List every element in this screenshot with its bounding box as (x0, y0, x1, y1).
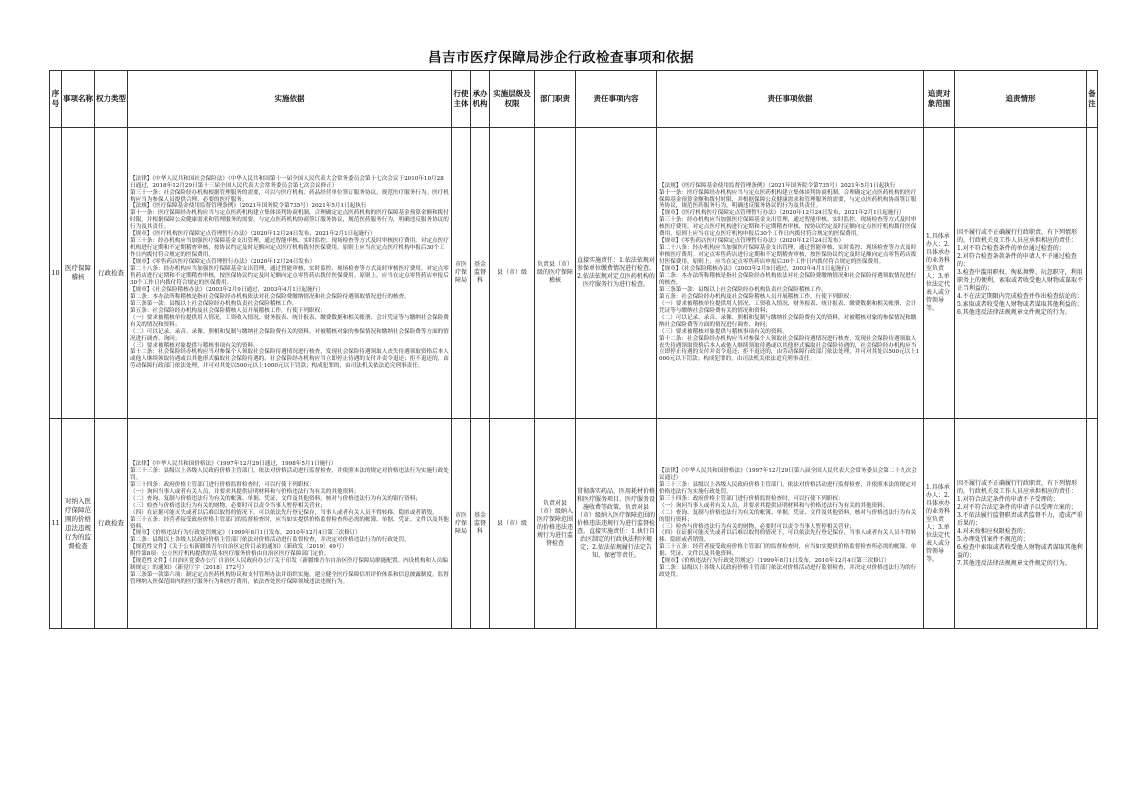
situation-line: 因不履行或不正确履行行政职责，有下列情形的，行政机关及工作人员应承担相应的责任： (957, 229, 1078, 244)
header-target-scope: 追责对象范围 (924, 71, 955, 128)
situation-line: 6.检查中索取或者收受他人财物或者谋取其他利益的； (957, 543, 1083, 559)
basis-line: 【法规】《医疗保障基金使用监督管理条例》（2021年国务院令第735号）2021年5月1日起执行 (130, 203, 367, 210)
header-subject: 行使主体 (452, 71, 471, 128)
inspection-table (49, 70, 1098, 629)
row-seq: 10 (50, 128, 62, 419)
basis-line: 第三十一条：社会保险经办机构根据管理服务的需要，可以与医疗机构、药品经营单位签订服务协议，规范医疗服务行为。医疗机构应当为参保人员提供合理、必要的医疗服务。 (130, 189, 449, 203)
row-resp-basis (657, 419, 924, 629)
resp-basis-line: 第二条：本办法所称稽核是指社会保险经办机构依法对社会保险费缴纳情况和社会保险待遇领取情况进行的核查。 (659, 273, 917, 286)
basis-line: 第三十条：经办机构应当加强医疗保障基金支出管理，通过智能审核、实时监控、现场检查等方式及时审核医疗费用。对定点医疗机构进行定期和不定期稽查审核，按协议约定及时足额向定点医疗机构拨付医保费用，原则上应当在定点医疗机构申报后30个工作日内拨付符合规定的医保费用。 (130, 238, 449, 259)
basis-line: （二）可以记录、录音、录像、照相和复制与缴纳社会保险费有关的资料，对被稽核对象的参保情况和缴纳社会保险费等方面的情况进行调查、询问； (130, 328, 449, 342)
header-item-name: 事项名称 (62, 71, 95, 128)
situation-line: 2.对不符合法定条件的申请予以受理立案的； (957, 503, 1077, 511)
row-org: 基金监督科 (471, 128, 490, 419)
row-power-type: 行政检查 (95, 128, 128, 419)
basis-line: 第二条：县级以上各级人民政府价格主管部门依法对价格活动进行监督检查，并决定对价格违法行为的行政处罚。 (130, 537, 410, 544)
resp-basis-line: （一）询问当事人或者有关人员，并要求其提供证明材料和与价格违法行为有关的其他资料； (659, 502, 889, 509)
basis-line: 第三十四条：政府价格主管部门进行价格监督检查时，可以行使下列职权： (130, 481, 315, 488)
page-title: 昌吉市医疗保障局涉企行政检查事项和依据 (428, 50, 694, 66)
basis-line: 第三条第一款第六项：制定定点医药机构协议和支付管理办法并组织实施，建立健全医疗保障信用评价体系和信息披露制度，监督管理纳入医保范围内的医疗服务行为和医疗费用，依法查处医疗保障领域违法违规行为。 (130, 572, 449, 586)
resp-basis-line: 第十一条：医疗保障经办机构应当与定点医药机构建立集体谈判协商机制，合理确定定点医药机构的医疗保障基金预算金额和拨付时限，并根据保障公众健康需求和管理服务的需要，与定点医药机构协商签订服务协议，规范医药服务行为，明确违反服务协议的行为及其责任。 (659, 189, 917, 210)
basis-line: 第二条：本办法所称稽核是指社会保险经办机构依法对社会保险费缴纳情况和社会保险待遇领取情况进行的核查。 (130, 293, 410, 300)
basis-line: 【规章】《零售药店医疗保障定点管理暂行办法》（2020年12月24日发布） (130, 259, 316, 266)
row-basis (128, 419, 452, 629)
header-resp-basis: 责任事项依据 (657, 71, 924, 128)
resp-basis-line: 【规章】《价格违法行为行政处罚规定》（1999年8月1日发布，2010年12月4日第三次修订） (659, 558, 890, 565)
row-basis (128, 128, 452, 419)
row-dept-duty: 负责对县（市）级纳入医疗保障范围的价格违法违规行为进行监督检查 (535, 419, 576, 629)
row-power-type: 行政检查 (95, 419, 128, 629)
header-org: 承办机构 (471, 71, 490, 128)
header-basis: 实施依据 (128, 71, 452, 128)
basis-line: 第五条：社会保险经办机构及社会保险稽核人员开展稽核工作，行使下列职权： (130, 307, 326, 314)
resp-basis-line: 【规章】《零售药店医疗保障定点管理暂行办法》（2020年12月24日发布） (659, 238, 845, 245)
basis-line: 第三条第一款：县级以上社会保险经办机构负责社会保险稽核工作。 (130, 300, 298, 307)
resp-basis-line: 【规章】《医疗机构医疗保障定点管理暂行办法》（2020年12月24日发布，2021年2月1日起施行） (659, 210, 905, 217)
situation-line: 3.检查中滥用职权、徇私舞弊、玩忽职守，利用职务上的便利，索取或者收受他人财物或谋取不正当利益的； (957, 269, 1084, 292)
resp-basis-line: 第二条：县级以上各级人民政府价格主管部门依法对价格活动进行监督检查，并决定对价格违法行为的行政处罚。 (659, 565, 917, 579)
basis-line: （三）检查与价格违法行为有关的财物，必要时可以责令当事人暂停相关营业； (130, 502, 326, 509)
basis-line: 【规范性文件】《自治区党委办公厅 自治区人民政府办公厅关于印发〈新疆维吾尔自治区医疗保障局职能配置、内设机构和人员编制规定〉的通知》（新党厅字〔2018〕172号） (130, 558, 448, 572)
row-resp-content: 直接实施责任：1.依法依规对参保单位缴费情况进行检查。2.依法依规对定点医药机构的医疗服务行为进行检查。 (576, 128, 657, 419)
resp-basis-line: 【法规】《医疗保障基金使用监督管理条例》（2021年国务院令第735号）2021年5月1日起执行 (659, 182, 896, 189)
row-remark (1087, 419, 1098, 629)
row-target-scope: 1.具体承办人；2.具体承办的业务科室负责人；3.单位法定代表人或分管领导等。 (924, 419, 955, 629)
basis-line: 【规章】《医疗机构医疗保障定点管理暂行办法》（2020年12月24日发布，2021年2月1日起施行） (130, 231, 376, 238)
row-resp-basis (657, 128, 924, 419)
situation-line: 6.其他违反法律法规规章文件规定的行为。 (957, 309, 1071, 316)
row-item-name: 对纳入医疗保障范围的价格违法违规行为的监督检查 (62, 419, 95, 629)
situation-line: 因不履行或不正确履行行政职责，有下列情形的，行政机关及工作人员应承担相应的责任： (957, 479, 1078, 495)
resp-basis-line: （二）可以记录、录音、录像、照相和复制与缴纳社会保险费有关的资料，对被稽核对象的参保情况和缴纳社会保险费等方面的情况进行调查、询问； (659, 314, 917, 328)
table-row (50, 128, 1098, 419)
row-situation (955, 128, 1087, 419)
basis-line: （二）查询、复制与价格违法行为有关的帐簿、单据、凭证、文件及其他资料，核对与价格违法行为有关的银行资料； (130, 495, 421, 502)
row-target-scope: 1.具体承办人；2.具体承办的业务科室负责人；3.单位法定代表人或分管领导等。 (924, 128, 955, 419)
situation-line: 3.不依法履行监督职责或者监督不力，造成严重后果的； (957, 511, 1083, 527)
header-remark: 备注 (1087, 71, 1098, 128)
basis-line: 第二十八条：经办机构应当加强医疗保障基金支出管理，通过智能审核、实时监控、现场检查等方式及时审核医疗费用。对定点零售药店进行定期和不定期稽查审核，按医保协议约定及时足额向定点零售药店拨付医保费用。原则上，应当在定点零售药店申报后30个工作日内拨付符合规定的医保费用。 (130, 266, 449, 286)
resp-basis-line: 第十二条：社会保险经办机构应当对参保个人领取社会保险待遇情况进行核查，发现社会保险待遇领取人丧失待遇领取资格后本人或他人继续领取待遇或以其他形式骗取社会保险待遇的，社会保险经办机构应当立即停止待遇的支付并责令退还；拒不退还的，由劳动保障行政部门依法处理，并可对其处以500元以上1000元以下罚款；构成犯罪的，由司法机关依法追究刑事责任。 (659, 335, 920, 363)
resp-basis-line: （一）要求被稽核单位提供用人情况、工资收入情况、财务报表、统计报表、缴费数据和相关帐册、会计凭证等与缴纳社会保险费有关的情况和资料； (659, 300, 917, 314)
situation-line: 4.对未按相应权限检查的； (957, 527, 1029, 535)
row-subject: 市医疗保障局 (452, 419, 471, 629)
situation-line: 5.办理处罚案件不规范的； (957, 535, 1029, 543)
basis-line: 【规章】《价格违法行为行政处罚规定》（1999年8月1日发布，2010年12月4日第三次修订） (130, 530, 361, 537)
basis-line: （三）要求被稽核对象提供与稽核事项有关的资料。 (130, 342, 259, 349)
resp-basis-line: 第三条第一款：县级以上社会保险经办机构负责社会保险稽核工作。 (659, 286, 827, 293)
row-remark (1087, 128, 1098, 419)
resp-basis-line: 第三十条：经办机构应当加强医疗保障基金支出管理，通过智能审核、实时监控、现场检查等方式及时审核医疗费用。对定点医疗机构进行定期和不定期稽查审核，按协议约定及时足额向定点医疗机构拨付医保费用，原则上应当在定点医疗机构申报后30个工作日内拨付符合规定的医保费用。 (659, 217, 917, 238)
row-situation (955, 419, 1087, 629)
row-level: 县（市）级 (490, 128, 535, 419)
basis-line: 【法律】《中华人民共和国社会保险法》（中华人民共和国第十一届全国人民代表大会常务委员会第十七次会议于2010年10月28日通过，2018年12月29日第十三届全国人民代表大会常务委员会第七次会议修正） (130, 175, 444, 189)
situation-line: 7.其他违反法律法规规章文件规定的行为。 (957, 559, 1071, 567)
basis-line: 【法律】《中华人民共和国价格法》（1997年12月29日通过，1998年5月1日施行） (130, 460, 337, 467)
basis-line: （一）要求被稽核单位提供用人情况、工资收入情况、财务报表、统计报表、缴费数据和相关帐册、会计凭证等与缴纳社会保险费有关的情况和资料； (130, 314, 449, 328)
header-resp-content: 责任事项内容 (576, 71, 657, 128)
header-row (50, 71, 1098, 128)
row-seq: 11 (50, 419, 62, 629)
basis-line: （一）询问当事人或者有关人员，并要求其提供证明材料和与价格违法行为有关的其他资料； (130, 488, 360, 495)
row-dept-duty: 负责县（市）级的医疗保障稽核 (535, 128, 576, 419)
resp-basis-line: （三）检查与价格违法行为有关的财物，必要时可以责令当事人暂停相关营业； (659, 523, 855, 530)
basis-line: 【规章】《社会保险稽核办法》（2003年2月9日通过，2003年4月1日起施行） (130, 286, 324, 293)
resp-basis-line: 第三十四条：政府价格主管部门进行价格监督检查时，可以行使下列职权： (659, 495, 844, 502)
resp-basis-line: （二）查询、复制与价格违法行为有关的帐簿、单据、凭证、文件及其他资料，核对与价格违法行为有关的银行资料； (659, 509, 917, 523)
table-row (50, 419, 1098, 629)
resp-basis-line: 【法律】《中华人民共和国价格法》（1997年12月29日第八届全国人民代表大会常务委员会第二十九次会议通过） (659, 467, 917, 481)
basis-line: （四）在证据可能灭失或者以后难以取得的情况下，可以依法先行登记保存，当事人或者有关人员不得转移、隐匿或者销毁。 (130, 509, 438, 516)
situation-line: 4.不在法定期限内完成检查并作出检查结论的； (957, 293, 1083, 300)
basis-line: 第三十五条：经营者接受政府价格主管部门的监督检查时，应当如实提供价格监督检查所必需的帐簿、单据、凭证、文件以及其他资料。 (130, 516, 449, 530)
row-item-name: 医疗保障稽核 (62, 128, 95, 419)
basis-line: 附件第8项：公立医疗机构提供的基本医疗服务价格由自治区医疗保障部门定价。 (130, 551, 330, 558)
resp-basis-line: 第五条：社会保险经办机构及社会保险稽核人员开展稽核工作，行使下列职权： (659, 293, 855, 300)
row-subject: 市医疗保障局 (452, 128, 471, 419)
resp-basis-line: （四）在证据可能灭失或者以后难以取得的情况下，可以依法先行登记保存，当事人或者有关人员不得转移、隐匿或者销毁。 (659, 530, 917, 544)
header-level: 实施层级及权限 (490, 71, 535, 128)
situation-line: 5.索取或者收受他人财物或者谋取其他利益的； (957, 301, 1083, 308)
resp-basis-line: 第三十三条：县级以上各级人民政府价格主管部门，依法对价格活动进行监督检查，并依照本法的规定对价格违法行为实施行政处罚。 (659, 481, 917, 495)
header-power-type: 权力类型 (95, 71, 128, 128)
header-seq: 序号 (50, 71, 62, 128)
basis-line: 第三十三条：县级以上各级人民政府价格主管部门，依法对价格活动进行监督检查，并依照本法的规定对价格违法行为实施行政处罚。 (130, 467, 449, 481)
basis-line: 【规范性文件】《关于公布新疆维吾尔自治区定价目录的通知》（新政发〔2019〕49号） (130, 544, 348, 551)
situation-line: 1.对符合法定条件的申请不予受理的； (957, 495, 1059, 503)
situation-line: 2.对符合检查条款条件的申请人不予通过检查的； (957, 253, 1077, 268)
basis-line: 第十一条：医疗保障经办机构应当与定点医药机构建立集体谈判协商机制，合理确定定点医药机构的医疗保障基金预算金额和拨付时限，并根据保障公众健康需求和管理服务的需要，与定点医药机构协商签订服务协议，规范医药服务行为，明确违反服务协议的行为及其责任。 (130, 210, 449, 231)
situation-line: 1.对不符合检查条件的单位通过检查的； (957, 245, 1065, 252)
header-situation: 追责情形 (955, 71, 1087, 128)
row-resp-content: 贯彻落实药品、医用耗材价格和医疗服务项目、医疗服务设施收费等政策。负责对县（市）级纳入医疗保障范围的价格违法违规行为进行监督检查。直接实施责任：1.执行自治区制定的行政执法程序规定；2.依法依规履行法定告知、保密等责任。 (576, 419, 657, 629)
resp-basis-line: 第三十五条：经营者接受政府价格主管部门的监督检查时，应当如实提供价格监督检查所必需的帐簿、单据、凭证、文件以及其他资料。 (659, 544, 917, 558)
resp-basis-line: 【规章】《社会保险稽核办法》（2003年2月9日通过，2003年4月1日起施行） (659, 266, 853, 273)
header-dept-duty: 部门职责 (535, 71, 576, 128)
resp-basis-line: 第二十八条：经办机构应当加强医疗保障基金支出管理，通过智能审核、实时监控、现场检查等方式及时审核医疗费用。对定点零售药店进行定期和不定期稽查审核，按医保协议约定及时足额向定点零售药店拨付医保费用。原则上，应当在定点零售药店申报后30个工作日内拨付符合规定的医保费用。 (659, 245, 917, 266)
resp-basis-line: （三）要求被稽核对象提供与稽核事项有关的资料。 (659, 328, 788, 335)
row-level: 县（市）级 (490, 419, 535, 629)
row-org: 基金监督科 (471, 419, 490, 629)
basis-line: 第十二条：社会保险经办机构应当对参保个人领取社会保险待遇情况进行核查，发现社会保险待遇领取人丧失待遇领取资格后本人或他人继续领取待遇或以其他形式骗取社会保险待遇的，社会保险经办机构应当立即停止待遇的支付并责令退还；拒不退还的，由劳动保障行政部门依法处理，并可对其处以500元以上1000元以下罚款；构成犯罪的，由司法机关依法追究刑事责任。 (130, 349, 449, 370)
